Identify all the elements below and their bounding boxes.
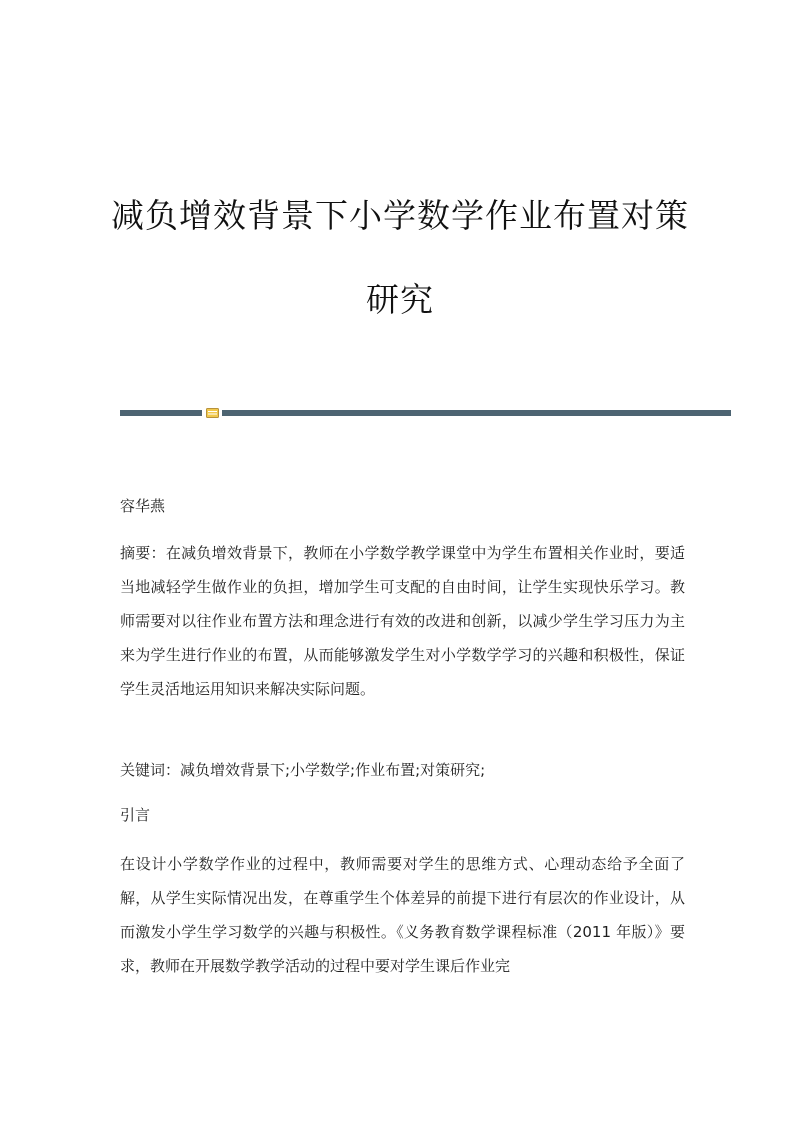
document-title-line-1: 减负增效背景下小学数学作业布置对策 (111, 196, 689, 235)
title-divider (120, 408, 731, 417)
intro-heading: 引言 (120, 806, 151, 824)
divider-bar-right (222, 410, 731, 416)
keywords-line: 关键词：减负增效背景下;小学数学;作业布置;对策研究; (120, 761, 486, 779)
book-icon (206, 408, 219, 418)
abstract-paragraph: 摘要：在减负增效背景下，教师在小学数学教学课堂中为学生布置相关作业时，要适当地减轻学生做作业的负担，增加学生可支配的自由时间，让学生实现快乐学习。教师需要对以往作业布置方法和理念进行有效的改进和创新，以减少学生学习压力为主来为学生进行作业的布置，从而能够激发学生对小学数学学习的兴趣和积极性，保证学生灵活地运用知识来解决实际问题。 (120, 544, 685, 698)
intro-paragraph: 在设计小学数学作业的过程中，教师需要对学生的思维方式、心理动态给予全面了解，从学生实际情况出发，在尊重学生个体差异的前提下进行有层次的作业设计，从而激发小学生学习数学的兴趣与积极性。《义务教育数学课程标准（2011 年版）》要求，教师在开展数学教学活动的过程中要对学生课后作业完 (120, 855, 685, 975)
author-name: 容华燕 (120, 497, 166, 515)
document-title-line-2: 研究 (366, 280, 434, 319)
divider-bar-left (120, 410, 202, 416)
